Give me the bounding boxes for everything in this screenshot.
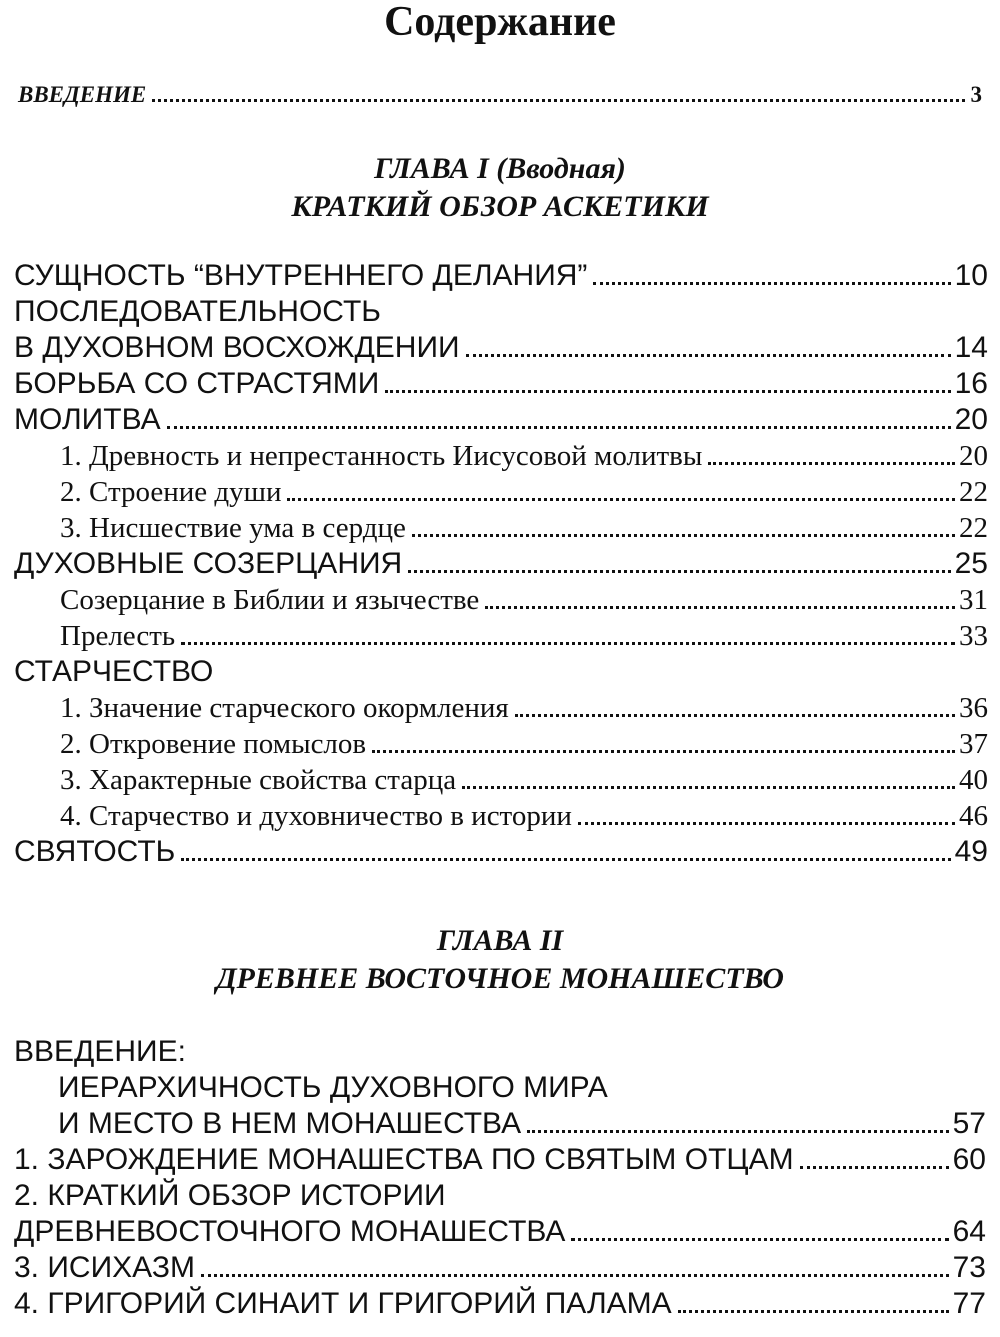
toc-page-number: 31 xyxy=(959,584,988,616)
dot-leader xyxy=(708,462,955,465)
dot-leader xyxy=(167,426,951,429)
toc-entry-label: Созерцание в Библии и язычестве xyxy=(60,584,480,616)
dot-leader xyxy=(152,99,964,102)
chapter-1-heading xyxy=(0,150,1000,226)
toc-entry-label: МОЛИТВА xyxy=(14,403,161,436)
chapter-2-number: ГЛАВА II xyxy=(436,924,564,957)
toc-subentry[interactable] xyxy=(60,582,988,618)
toc-page-number: 25 xyxy=(954,547,988,580)
dot-leader xyxy=(485,606,955,609)
toc-page-number: 20 xyxy=(959,440,988,472)
toc-page-number: 46 xyxy=(959,800,988,832)
toc-page-number: 33 xyxy=(959,620,988,652)
toc-page-number: 73 xyxy=(952,1251,986,1284)
toc-page-number: 22 xyxy=(959,512,988,544)
dot-leader xyxy=(201,1274,949,1277)
toc-subentry[interactable] xyxy=(60,798,988,834)
toc-entry[interactable] xyxy=(14,1142,986,1178)
toc-entry-label: В ДУХОВНОМ ВОСХОЖДЕНИИ xyxy=(14,331,460,364)
dot-leader xyxy=(571,1238,948,1241)
toc-page-number: 60 xyxy=(952,1143,986,1176)
chapter-2-title: ДРЕВНЕЕ ВОСТОЧНОЕ МОНАШЕСТВО xyxy=(216,962,784,995)
toc-page-number: 20 xyxy=(954,403,988,436)
toc-entry-label: ИЕРАРХИЧНОСТЬ ДУХОВНОГО МИРА xyxy=(58,1071,608,1104)
toc-entry[interactable] xyxy=(14,834,988,870)
toc-page-number: 77 xyxy=(952,1287,986,1320)
dot-leader xyxy=(408,570,950,573)
toc-entry[interactable] xyxy=(14,1214,986,1250)
dot-leader xyxy=(593,282,950,285)
toc-subentry[interactable] xyxy=(60,474,988,510)
toc-entry[interactable] xyxy=(14,1178,986,1214)
toc-entry-label: ВВЕДЕНИЕ: xyxy=(14,1035,186,1068)
toc-subentry[interactable] xyxy=(60,618,988,654)
toc-entry[interactable] xyxy=(14,402,988,438)
toc-entry[interactable] xyxy=(14,294,988,330)
toc-entry[interactable] xyxy=(14,1286,986,1322)
dot-leader xyxy=(412,534,955,537)
toc-entry[interactable] xyxy=(14,546,988,582)
toc-entry[interactable] xyxy=(58,1070,986,1106)
dot-leader xyxy=(678,1310,949,1313)
toc-entry-label: Прелесть xyxy=(60,620,176,652)
toc-entry-label: 4. Старчество и духовничество в истории xyxy=(60,800,572,832)
page-title: Содержание xyxy=(384,0,616,45)
toc-entry[interactable] xyxy=(14,654,988,690)
toc-entry-label: 3. ИСИХАЗМ xyxy=(14,1251,195,1284)
toc-entry-introduction[interactable] xyxy=(18,82,982,108)
toc-subentry[interactable] xyxy=(60,438,988,474)
chapter-1-entries xyxy=(0,258,1000,870)
dot-leader xyxy=(181,858,950,861)
chapter-1-title: КРАТКИЙ ОБЗОР АСКЕТИКИ xyxy=(291,190,709,223)
toc-page-number: 3 xyxy=(970,82,982,107)
toc-entry-label: СТАРЧЕСТВО xyxy=(14,655,214,688)
toc-entry-label: 3. Нисшествие ума в сердце xyxy=(60,512,406,544)
toc-entry[interactable] xyxy=(14,1250,986,1286)
toc-entry[interactable] xyxy=(14,330,988,366)
toc-page-number: 57 xyxy=(952,1107,986,1140)
toc-entry-label: ВВЕДЕНИЕ xyxy=(18,82,147,107)
chapter-2-entries xyxy=(0,1034,1000,1322)
toc-entry-label: БОРЬБА СО СТРАСТЯМИ xyxy=(14,367,380,400)
dot-leader xyxy=(287,498,955,501)
toc-page-number: 40 xyxy=(959,764,988,796)
dot-leader xyxy=(462,786,955,789)
dot-leader xyxy=(385,390,950,393)
toc-entry-label: СУЩНОСТЬ “ВНУТРЕННЕГО ДЕЛАНИЯ” xyxy=(14,259,588,292)
toc-entry[interactable] xyxy=(58,1106,986,1142)
toc-entry-label: 3. Характерные свойства старца xyxy=(60,764,457,796)
dot-leader xyxy=(466,354,951,357)
toc-entry-label: 2. Строение души xyxy=(60,476,282,508)
toc-subentry[interactable] xyxy=(60,510,988,546)
toc-page-number: 37 xyxy=(959,728,988,760)
toc-page-number: 16 xyxy=(954,367,988,400)
toc-entry[interactable] xyxy=(14,258,988,294)
toc-page-number: 36 xyxy=(959,692,988,724)
toc-entry-label: СВЯТОСТЬ xyxy=(14,835,176,868)
dot-leader xyxy=(578,822,955,825)
dot-leader xyxy=(515,714,955,717)
toc-page-number: 64 xyxy=(952,1215,986,1248)
toc-entry-label: ДУХОВНЫЕ СОЗЕРЦАНИЯ xyxy=(14,547,403,580)
toc-entry[interactable] xyxy=(14,1034,986,1070)
toc-subentry[interactable] xyxy=(60,762,988,798)
toc-entry-label: 4. ГРИГОРИЙ СИНАИТ И ГРИГОРИЙ ПАЛАМА xyxy=(14,1287,672,1320)
toc-page-number: 49 xyxy=(954,835,988,868)
dot-leader xyxy=(181,642,955,645)
dot-leader xyxy=(372,750,955,753)
dot-leader xyxy=(800,1166,949,1169)
toc-entry-label: И МЕСТО В НЕМ МОНАШЕСТВА xyxy=(58,1107,522,1140)
toc-subentry[interactable] xyxy=(60,726,988,762)
toc-entry-label: ДРЕВНЕВОСТОЧНОГО МОНАШЕСТВА xyxy=(14,1215,566,1248)
toc-subentry[interactable] xyxy=(60,690,988,726)
toc-entry-label: 1. ЗАРОЖДЕНИЕ МОНАШЕСТВА ПО СВЯТЫМ ОТЦАМ xyxy=(14,1143,794,1176)
toc-entry-label: 2. КРАТКИЙ ОБЗОР ИСТОРИИ xyxy=(14,1179,446,1212)
toc-page-number: 22 xyxy=(959,476,988,508)
toc-entry-label: 1. Древность и непрестанность Иисусовой молитвы xyxy=(60,440,703,472)
toc-page-number: 10 xyxy=(954,259,988,292)
toc-entry-label: 2. Откровение помыслов xyxy=(60,728,367,760)
toc-entry-label: ПОСЛЕДОВАТЕЛЬНОСТЬ xyxy=(14,295,381,328)
toc-page-number: 14 xyxy=(954,331,988,364)
toc-entry[interactable] xyxy=(14,366,988,402)
dot-leader xyxy=(527,1130,949,1133)
toc-entry-label: 1. Значение старческого окормления xyxy=(60,692,509,724)
chapter-2-heading xyxy=(0,922,1000,998)
chapter-1-number: ГЛАВА I (Вводная) xyxy=(374,152,626,185)
